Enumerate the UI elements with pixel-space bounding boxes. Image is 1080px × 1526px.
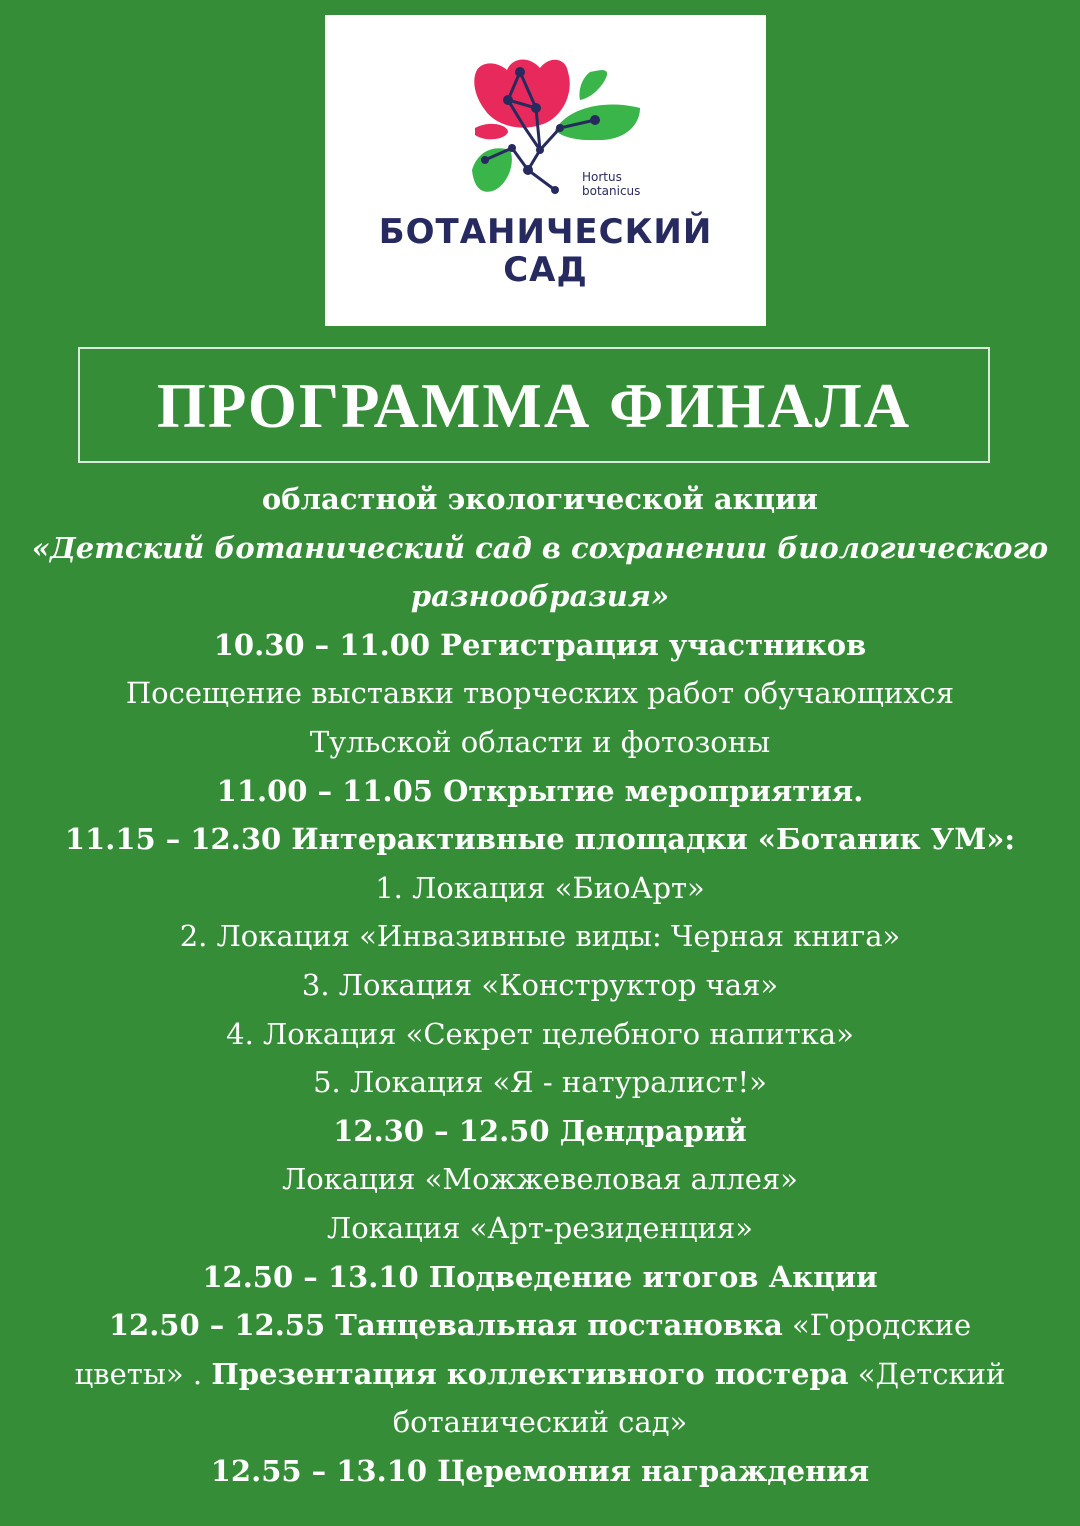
dance-name-part-1: «Городские [792, 1308, 972, 1343]
location-item: 3. Локация «Конструктор чая» [301, 967, 779, 1002]
schedule-opening: 11.00 – 11.05 Открытие мероприятия. [216, 773, 864, 808]
poster-title: Презентация коллективного постера [211, 1356, 849, 1391]
subtitle-line-1: областной экологической акции [261, 482, 819, 516]
poster-name-part-2: ботанический сад» [392, 1405, 688, 1440]
logo-card [325, 15, 766, 326]
logo-name-line2: САД [503, 250, 588, 290]
schedule-exhibition-line-1: Посещение выставки творческих работ обучающихся [125, 676, 955, 711]
poster-name-part-1: «Детский [857, 1356, 1006, 1391]
dance-name-part-2: цветы» . [74, 1356, 203, 1391]
dance-time-title: 12.50 – 12.55 Танцевальная постановка [108, 1308, 783, 1343]
schedule-registration: 10.30 – 11.00 Регистрация участников [213, 627, 867, 662]
location-item: 2. Локация «Инвазивные виды: Черная книга» [179, 919, 901, 954]
subtitle-line-2: «Детский ботанический сад в сохранении биологического [31, 530, 1049, 565]
schedule-dance-line [20, 1301, 1060, 1350]
schedule-interactive: 11.15 – 12.30 Интерактивные площадки «Ботаник УМ»: [64, 822, 1016, 857]
logo-latin-line1: Hortus [582, 170, 622, 184]
schedule-results: 12.50 – 13.10 Подведение итогов Акции [202, 1259, 878, 1294]
schedule-dendrarium: 12.30 – 12.50 Дендрарий [333, 1113, 747, 1148]
location-item: 4. Локация «Секрет целебного напитка» [226, 1016, 854, 1051]
program-content [20, 475, 1060, 1495]
logo-name-line1: БОТАНИЧЕСКИЙ [378, 212, 713, 252]
title-box [78, 347, 990, 463]
location-item: 1. Локация «БиоАрт» [375, 870, 705, 905]
location-item: 5. Локация «Я - натуралист!» [313, 1065, 767, 1100]
logo-latin-line2: botanicus [582, 184, 641, 198]
dendrarium-location: Локация «Арт-резиденция» [327, 1210, 753, 1245]
logo-latin-name [582, 170, 640, 198]
page-title: ПРОГРАММА ФИНАЛА [156, 371, 912, 441]
schedule-exhibition-line-2: Тульской области и фотозоны [309, 724, 771, 759]
schedule-poster-line [20, 1350, 1060, 1399]
subtitle-line-3: разнообразия» [410, 579, 670, 614]
dendrarium-location: Локация «Можжевеловая аллея» [282, 1162, 798, 1197]
schedule-ceremony: 12.55 – 13.10 Церемония награждения [210, 1453, 870, 1488]
